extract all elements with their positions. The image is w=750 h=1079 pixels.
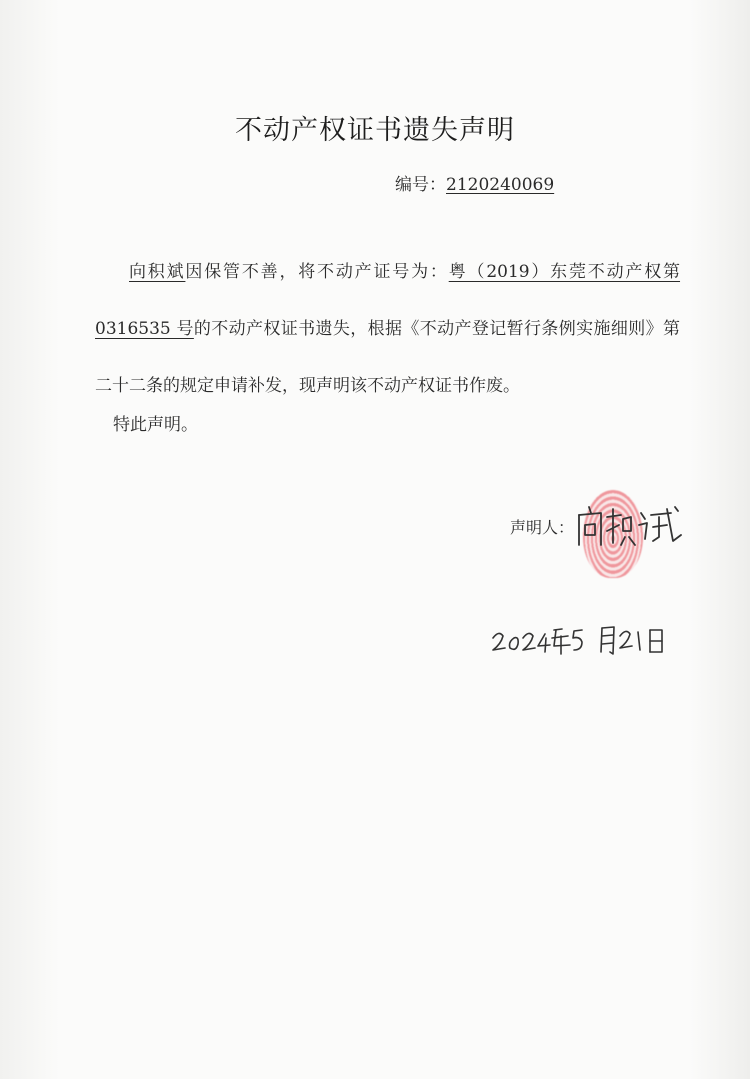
number-label: 编号： xyxy=(395,175,446,195)
number-value: 2120240069 xyxy=(446,175,555,195)
handwritten-signature xyxy=(575,501,685,551)
statement-paragraph xyxy=(95,244,680,415)
closing-text: 特此声明。 xyxy=(113,415,198,435)
document-number xyxy=(395,170,554,195)
document-title: 不动产权证书遗失声明 xyxy=(235,115,515,146)
handwritten-date xyxy=(490,618,670,658)
declarant-label: 声明人： xyxy=(510,518,575,537)
certificate-number: 粤（2019）东莞不动产权第 0316535 号 xyxy=(95,262,681,339)
statement-part-2: 的不动产权证书遗失，根据《不动产登记暂行条例实施细则》第二十二条的规定申请补发，现声明该不动产权证书作废。 xyxy=(95,319,680,396)
statement-body xyxy=(95,244,680,415)
owner-name: 向积斌 xyxy=(129,262,186,282)
statement-part-1: 因保管不善，将不动产证号为： xyxy=(185,262,449,282)
signature-area xyxy=(575,485,685,585)
